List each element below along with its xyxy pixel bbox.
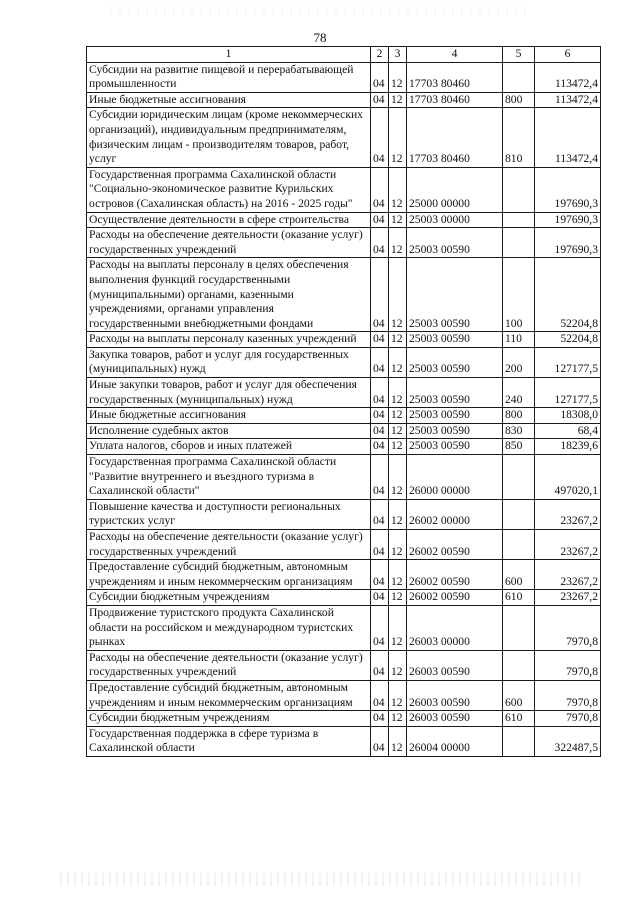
row-target-code: 26002 00590 [407,560,503,590]
row-name: Исполнение судебных актов [87,423,371,439]
row-subsection: 12 [389,378,407,408]
table-row [87,423,601,439]
row-expense-type: 830 [503,423,535,439]
row-amount: 18308,0 [535,408,601,424]
row-amount: 322487,5 [535,726,601,756]
row-expense-type [503,499,535,529]
row-section: 04 [371,499,389,529]
row-expense-type [503,212,535,228]
row-expense-type: 200 [503,347,535,377]
row-section: 04 [371,439,389,455]
row-name: Осуществление деятельности в сфере строительства [87,212,371,228]
row-section: 04 [371,167,389,212]
row-target-code: 25003 00590 [407,408,503,424]
row-section: 04 [371,212,389,228]
header-col-3: 3 [389,47,407,63]
row-amount: 7970,8 [535,605,601,650]
row-name: Уплата налогов, сборов и иных платежей [87,439,371,455]
table-row [87,347,601,377]
row-expense-type: 610 [503,711,535,727]
row-section: 04 [371,228,389,258]
row-section: 04 [371,711,389,727]
row-target-code: 26003 00590 [407,650,503,680]
row-name: Расходы на обеспечение деятельности (оказание услуг) государственных учреждений [87,228,371,258]
row-target-code: 26003 00000 [407,605,503,650]
row-name: Расходы на выплаты персоналу казенных учреждений [87,332,371,348]
row-target-code: 17703 80460 [407,108,503,167]
row-amount: 113472,4 [535,92,601,108]
table-row [87,499,601,529]
row-expense-type [503,62,535,92]
row-expense-type: 800 [503,408,535,424]
row-amount: 113472,4 [535,62,601,92]
table-row [87,605,601,650]
row-name: Иные бюджетные ассигнования [87,92,371,108]
row-expense-type: 600 [503,560,535,590]
row-subsection: 12 [389,258,407,332]
table-row [87,92,601,108]
row-subsection: 12 [389,423,407,439]
row-amount: 23267,2 [535,560,601,590]
row-amount: 113472,4 [535,108,601,167]
row-target-code: 25003 00590 [407,378,503,408]
row-amount: 197690,3 [535,212,601,228]
row-expense-type: 800 [503,92,535,108]
row-subsection: 12 [389,605,407,650]
row-subsection: 12 [389,408,407,424]
row-amount: 127177,5 [535,378,601,408]
row-expense-type: 100 [503,258,535,332]
row-subsection: 12 [389,347,407,377]
scan-artifact [60,872,580,886]
row-expense-type [503,726,535,756]
row-expense-type [503,228,535,258]
row-subsection: 12 [389,650,407,680]
header-col-6: 6 [535,47,601,63]
row-amount: 68,4 [535,423,601,439]
row-target-code: 26002 00590 [407,590,503,606]
row-section: 04 [371,530,389,560]
row-amount: 23267,2 [535,590,601,606]
table-row [87,408,601,424]
row-expense-type [503,605,535,650]
row-name: Государственная поддержка в сфере туризма в Сахалинской области [87,726,371,756]
row-amount: 18239,6 [535,439,601,455]
table-row [87,711,601,727]
row-target-code: 26003 00590 [407,680,503,710]
row-subsection: 12 [389,212,407,228]
table-row [87,680,601,710]
row-amount: 127177,5 [535,347,601,377]
row-subsection: 12 [389,439,407,455]
row-amount: 23267,2 [535,530,601,560]
row-section: 04 [371,726,389,756]
row-section: 04 [371,347,389,377]
row-name: Закупка товаров, работ и услуг для государственных (муниципальных) нужд [87,347,371,377]
row-target-code: 26004 00000 [407,726,503,756]
row-subsection: 12 [389,499,407,529]
row-section: 04 [371,108,389,167]
header-col-4: 4 [407,47,503,63]
row-subsection: 12 [389,167,407,212]
row-expense-type: 850 [503,439,535,455]
table-row [87,108,601,167]
row-subsection: 12 [389,560,407,590]
row-expense-type [503,455,535,500]
row-name: Расходы на обеспечение деятельности (оказание услуг) государственных учреждений [87,530,371,560]
row-amount: 197690,3 [535,228,601,258]
row-amount: 23267,2 [535,499,601,529]
row-target-code: 17703 80460 [407,92,503,108]
row-target-code: 25000 00000 [407,167,503,212]
row-expense-type [503,167,535,212]
row-name: Повышение качества и доступности региональных туристских услуг [87,499,371,529]
row-name: Государственная программа Сахалинской области "Социально-экономическое развитие Курильских островов (Сахалинская область) на 2016 - 2025 годы" [87,167,371,212]
row-name: Продвижение туристского продукта Сахалинской области на российском и международном туристских рынках [87,605,371,650]
row-expense-type: 810 [503,108,535,167]
row-amount: 7970,8 [535,711,601,727]
row-target-code: 25003 00590 [407,228,503,258]
row-subsection: 12 [389,455,407,500]
row-section: 04 [371,258,389,332]
table-row [87,258,601,332]
row-target-code: 25003 00590 [407,347,503,377]
table-row [87,455,601,500]
row-subsection: 12 [389,108,407,167]
row-amount: 197690,3 [535,167,601,212]
table-header-row [87,47,601,63]
row-name: Предоставление субсидий бюджетным, автономным учреждениям и иным некоммерческим организациям [87,560,371,590]
row-target-code: 25003 00590 [407,258,503,332]
row-subsection: 12 [389,332,407,348]
row-name: Иные закупки товаров, работ и услуг для обеспечения государственных (муниципальных) нужд [87,378,371,408]
row-target-code: 26000 00000 [407,455,503,500]
header-col-1: 1 [87,47,371,63]
table-row [87,530,601,560]
row-amount: 52204,8 [535,332,601,348]
table-row [87,332,601,348]
row-target-code: 25003 00590 [407,332,503,348]
row-expense-type [503,530,535,560]
row-name: Субсидии бюджетным учреждениям [87,711,371,727]
row-section: 04 [371,650,389,680]
row-target-code: 26002 00000 [407,499,503,529]
row-section: 04 [371,455,389,500]
row-section: 04 [371,605,389,650]
table-row [87,439,601,455]
table-row [87,228,601,258]
row-expense-type: 110 [503,332,535,348]
row-name: Субсидии бюджетным учреждениям [87,590,371,606]
table-row [87,590,601,606]
table-row [87,560,601,590]
row-amount: 52204,8 [535,258,601,332]
row-amount: 7970,8 [535,680,601,710]
row-subsection: 12 [389,530,407,560]
row-name: Государственная программа Сахалинской области "Развитие внутреннего и въездного туризма в Сахалинской области" [87,455,371,500]
row-amount: 7970,8 [535,650,601,680]
row-name: Иные бюджетные ассигнования [87,408,371,424]
row-target-code: 25003 00000 [407,212,503,228]
row-section: 04 [371,408,389,424]
row-target-code: 25003 00590 [407,439,503,455]
budget-table [86,46,601,757]
row-section: 04 [371,378,389,408]
header-col-5: 5 [503,47,535,63]
row-name: Расходы на обеспечение деятельности (оказание услуг) государственных учреждений [87,650,371,680]
row-section: 04 [371,680,389,710]
row-subsection: 12 [389,228,407,258]
table-row [87,212,601,228]
row-subsection: 12 [389,680,407,710]
row-target-code: 26003 00590 [407,711,503,727]
table-row [87,378,601,408]
row-expense-type: 600 [503,680,535,710]
row-subsection: 12 [389,726,407,756]
row-target-code: 25003 00590 [407,423,503,439]
row-subsection: 12 [389,590,407,606]
table-row [87,650,601,680]
row-amount: 497020,1 [535,455,601,500]
row-name: Расходы на выплаты персоналу в целях обеспечения выполнения функций государственными (муниципальными) органами, казенными учреждениями, органами управления государственными внебюджетными фондами [87,258,371,332]
row-expense-type [503,650,535,680]
row-section: 04 [371,423,389,439]
table-row [87,167,601,212]
row-section: 04 [371,560,389,590]
table-row [87,62,601,92]
table-row [87,726,601,756]
row-section: 04 [371,62,389,92]
row-subsection: 12 [389,92,407,108]
row-target-code: 26002 00590 [407,530,503,560]
row-expense-type: 610 [503,590,535,606]
row-section: 04 [371,590,389,606]
row-subsection: 12 [389,62,407,92]
row-name: Предоставление субсидий бюджетным, автономным учреждениям и иным некоммерческим организациям [87,680,371,710]
row-expense-type: 240 [503,378,535,408]
scan-artifact [110,6,530,14]
row-section: 04 [371,92,389,108]
row-name: Субсидии на развитие пищевой и перерабатывающей промышленности [87,62,371,92]
header-col-2: 2 [371,47,389,63]
row-target-code: 17703 80460 [407,62,503,92]
row-name: Субсидии юридическим лицам (кроме некоммерческих организаций), индивидуальным предпринимателям, физическим лицам - производителям товаров, работ, услуг [87,108,371,167]
page-number: 78 [313,30,327,45]
row-section: 04 [371,332,389,348]
row-subsection: 12 [389,711,407,727]
